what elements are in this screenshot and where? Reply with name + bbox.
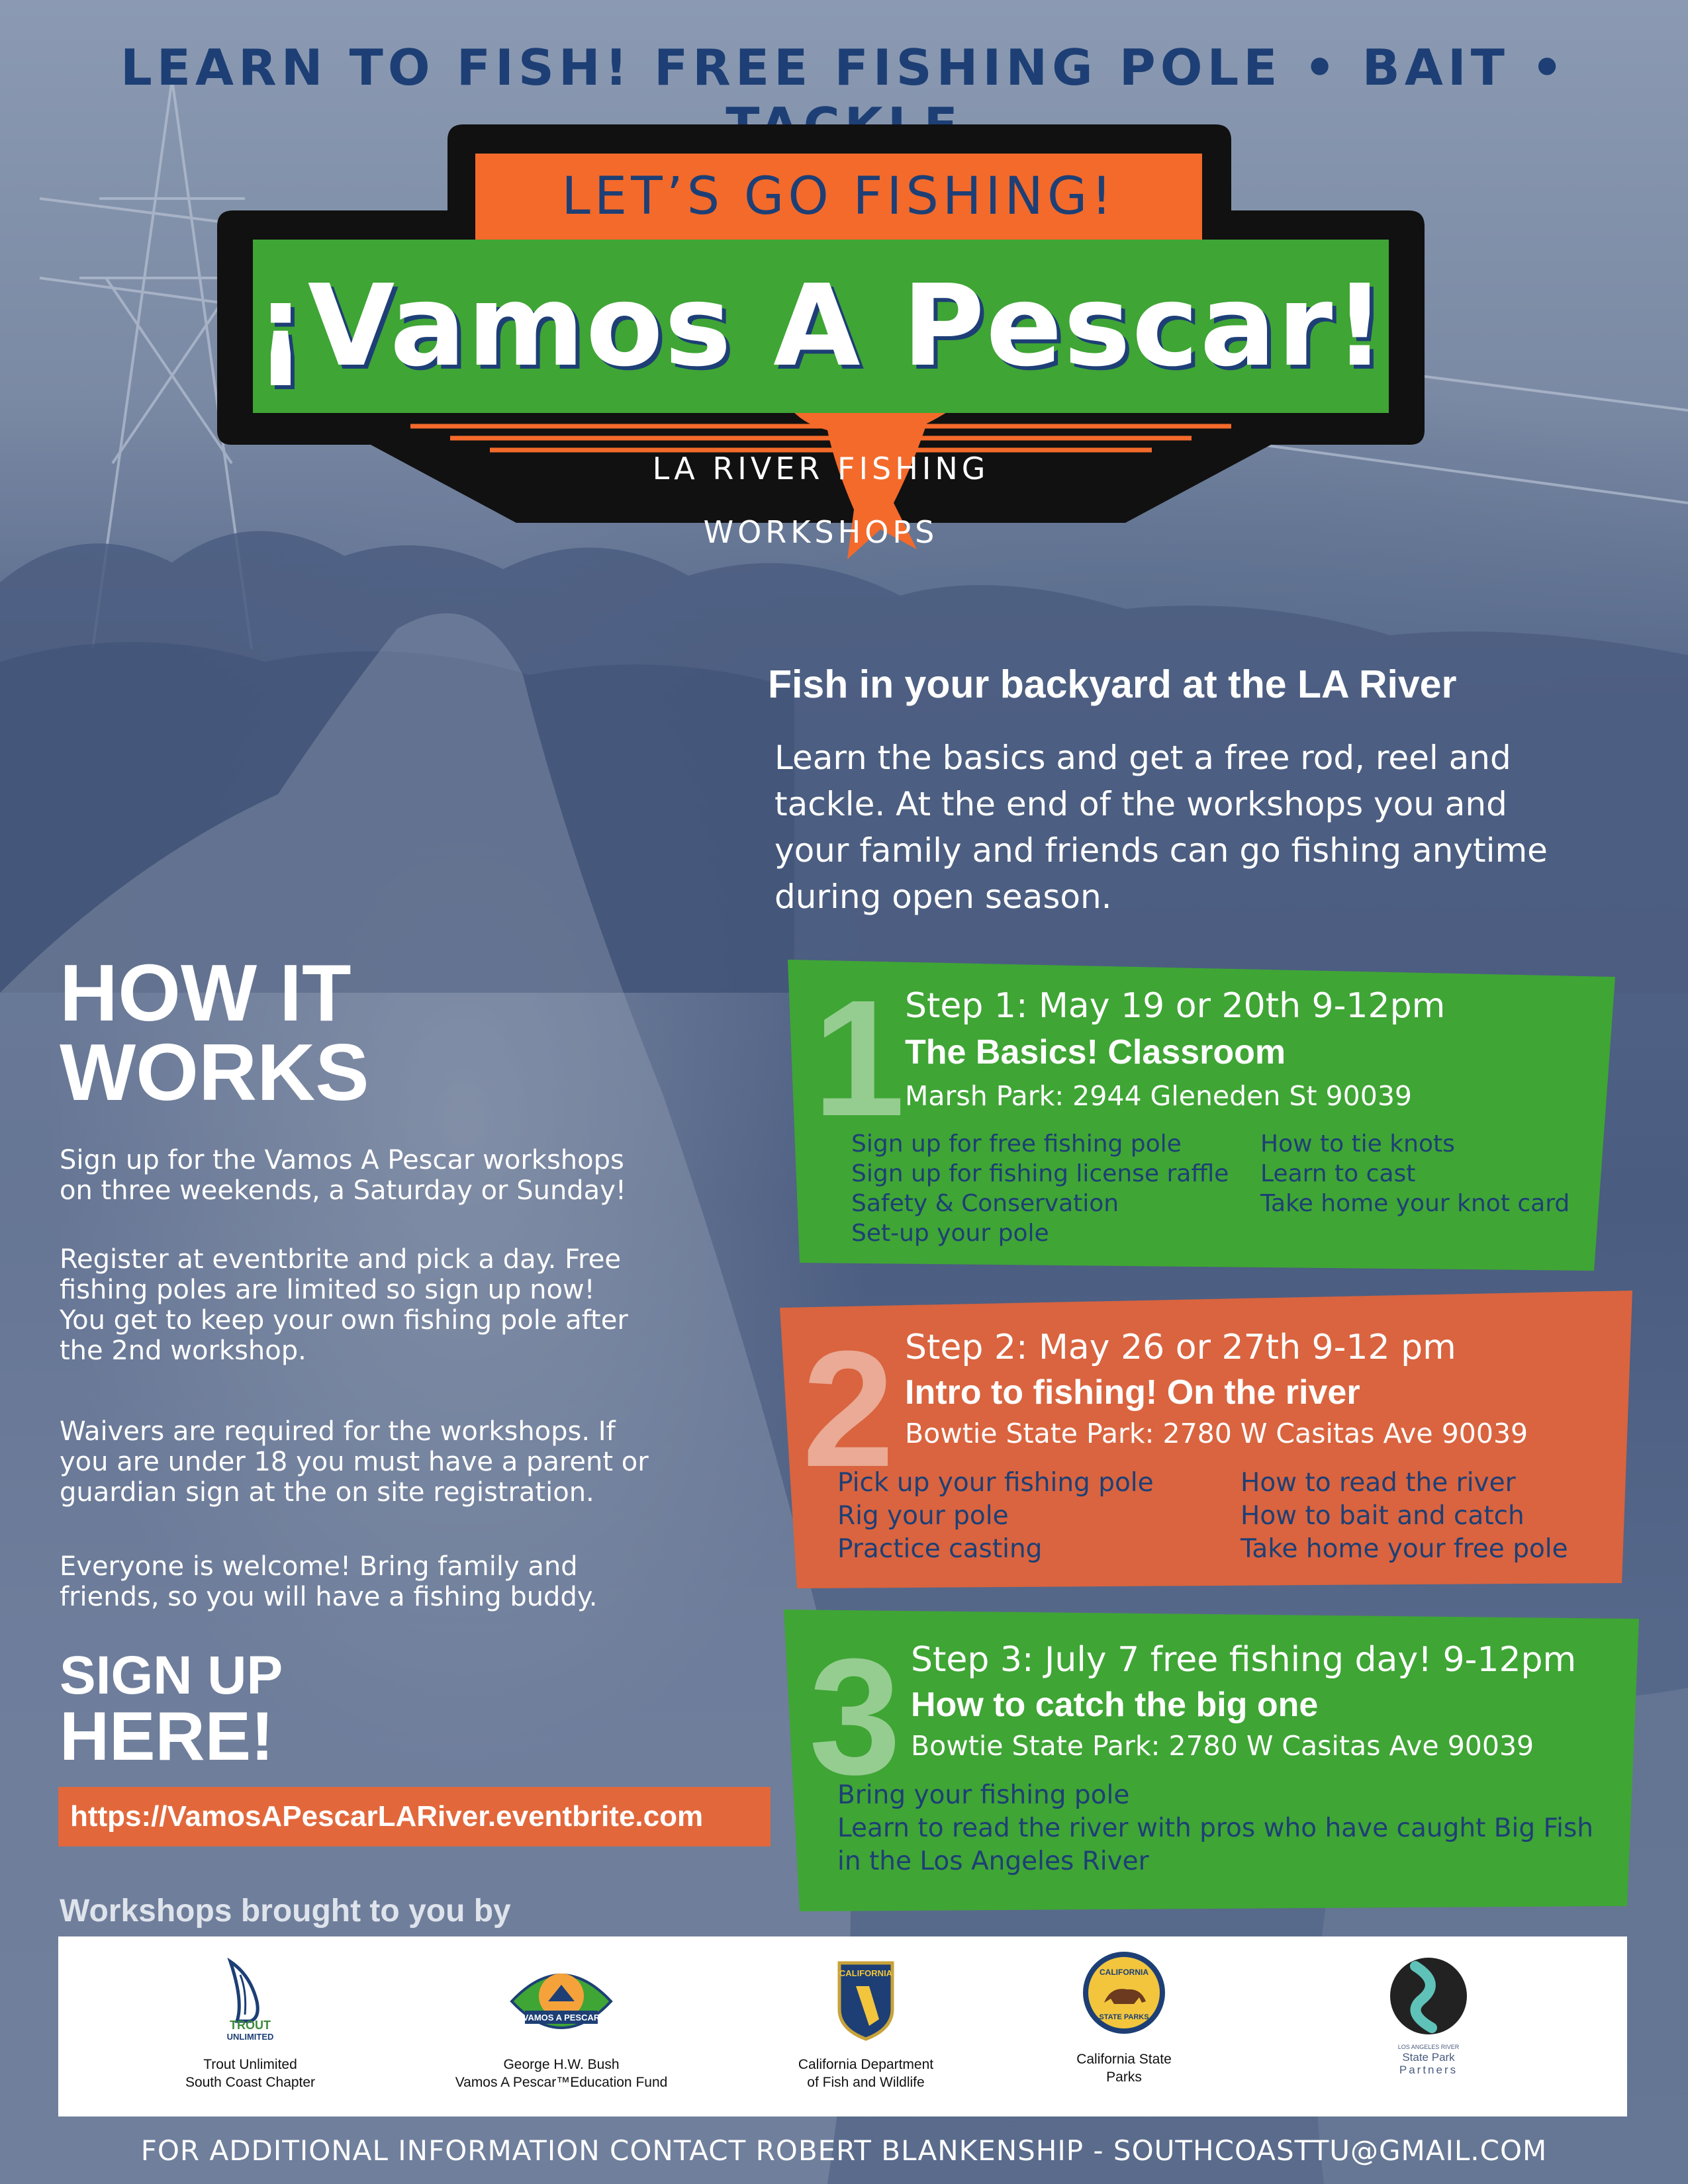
intro-line: tackle. At the end of the workshops you and [774, 785, 1507, 823]
text-line: Everyone is welcome! Bring family and [60, 1551, 578, 1582]
list-item: Bring your fishing pole [837, 1780, 1130, 1810]
text-line: You get to keep your own fishing pole after [60, 1305, 628, 1336]
step-number: 2 [802, 1316, 895, 1501]
svg-text:LOS ANGELES RIVER: LOS ANGELES RIVER [1397, 2044, 1460, 2050]
step-when: Step 2: May 26 or 27th 9-12 pm [905, 1328, 1456, 1367]
text-line: Parks [1106, 2070, 1142, 2085]
sponsor-trout-unlimited [138, 1936, 363, 2116]
list-item: Pick up your fishing pole [837, 1468, 1154, 1498]
list-item: Practice casting [837, 1534, 1043, 1564]
text-line: Waivers are required for the workshops. If [60, 1416, 616, 1447]
step-right-list [1260, 1129, 1570, 1218]
list-item: Safety & Conservation [851, 1190, 1119, 1217]
sign-up-line: HERE! [60, 1698, 274, 1775]
contact-footer: FOR ADDITIONAL INFORMATION CONTACT ROBERT BLANKENSHIP - SOUTHCOASTTU@GMAIL.COM [140, 2134, 1548, 2167]
step-left-list [851, 1129, 1229, 1248]
list-item: Take home your knot card [1260, 1190, 1570, 1217]
text-line: of Fish and Wildlife [807, 2075, 925, 2090]
svg-text:Partners: Partners [1399, 2064, 1458, 2076]
logo-subtitle: LA RIVER FISHING WORKSHOPS [652, 451, 990, 550]
text-line: Register at eventbrite and pick a day. Free [60, 1244, 621, 1275]
text-line: fishing poles are limited so sign up now! [60, 1275, 595, 1305]
eventbrite-link[interactable]: https://VamosAPescarLARiver.eventbrite.com [58, 1787, 771, 1846]
text-line: California Department [798, 2057, 934, 2072]
step-title: Intro to fishing! On the river [905, 1373, 1360, 1412]
cdfw-badge-icon [833, 1956, 899, 2042]
text-line: guardian sign at the on site registration. [60, 1477, 594, 1508]
step-when: Step 1: May 19 or 20th 9-12pm [905, 986, 1446, 1026]
logo-tagline: LET’S GO FISHING! [475, 154, 1202, 240]
list-item: Learn to cast [1260, 1160, 1416, 1187]
svg-text:CALIFORNIA: CALIFORNIA [1100, 1968, 1149, 1977]
step-title: How to catch the big one [911, 1686, 1319, 1724]
la-river-partners-logo-icon [1376, 1956, 1481, 2082]
sponsors-heading: Workshops brought to you by [60, 1893, 511, 1929]
step-where: Bowtie State Park: 2780 W Casitas Ave 90039 [905, 1418, 1528, 1449]
how-title-line: HOW IT [60, 948, 352, 1038]
trout-unlimited-logo-icon [204, 1955, 297, 2041]
list-item: Learn to read the river with pros who have caught Big Fish [837, 1813, 1593, 1843]
list-item: How to read the river [1241, 1468, 1516, 1498]
list-item: in the Los Angeles River [837, 1846, 1149, 1876]
step-where: Marsh Park: 2944 Gleneden St 90039 [905, 1080, 1412, 1112]
svg-text:STATE PARKS: STATE PARKS [1099, 2013, 1149, 2021]
sponsor-name [1025, 2050, 1223, 2086]
how-title-line: WORKS [60, 1027, 369, 1117]
text-line: Trout Unlimited [203, 2057, 297, 2072]
sponsor-name [416, 2056, 707, 2091]
step-number: 3 [809, 1624, 902, 1809]
intro-heading: Fish in your backyard at the LA River [768, 662, 1457, 706]
text-line: Vamos A Pescar™Education Fund [455, 2075, 668, 2090]
sponsor-cdfw [747, 1936, 985, 2116]
intro-line: during open season. [774, 878, 1112, 916]
list-item: How to bait and catch [1241, 1501, 1524, 1531]
svg-text:TROUT: TROUT [230, 2019, 271, 2032]
list-item: Take home your free pole [1241, 1534, 1568, 1564]
list-item: Rig your pole [837, 1501, 1009, 1531]
state-parks-logo-icon [1081, 1950, 1167, 2036]
step-right-list [1241, 1467, 1568, 1566]
sponsor-california-state-parks [1025, 1936, 1223, 2116]
step-when: Step 3: July 7 free fishing day! 9-12pm [911, 1640, 1577, 1680]
text-line: South Coast Chapter [185, 2075, 316, 2090]
sponsor-bar [58, 1936, 1627, 2116]
svg-text:VAMOS A PESCAR: VAMOS A PESCAR [522, 2013, 600, 2023]
list-item: How to tie knots [1260, 1130, 1455, 1158]
sponsor-vamos-a-pescar-fund [416, 1936, 707, 2116]
sponsor-name [138, 2056, 363, 2091]
sign-up-line: SIGN UP [60, 1645, 283, 1706]
vamos-a-pescar-logo-icon [498, 1955, 624, 2048]
intro-line: your family and friends can go fishing anytime [774, 831, 1548, 870]
list-item: Set-up your pole [851, 1220, 1049, 1247]
step-where: Bowtie State Park: 2780 W Casitas Ave 90039 [911, 1730, 1534, 1762]
logo-title: ¡Vamos A Pescar! [253, 240, 1389, 413]
intro-line: Learn the basics and get a free rod, reel and [774, 739, 1511, 777]
svg-text:UNLIMITED: UNLIMITED [226, 2032, 274, 2041]
sponsor-name [747, 2056, 985, 2091]
text-line: you are under 18 you must have a parent or [60, 1447, 649, 1477]
text-line: California State [1076, 2052, 1172, 2067]
text-line: friends, so you will have a fishing buddy. [60, 1582, 598, 1612]
list-item: Sign up for free fishing pole [851, 1130, 1182, 1158]
svg-text:CALIFORNIA: CALIFORNIA [839, 1968, 893, 1978]
text-line: George H.W. Bush [503, 2057, 620, 2072]
svg-text:State Park: State Park [1402, 2051, 1455, 2064]
step-number: 1 [813, 966, 906, 1150]
list-item: Sign up for fishing license raffle [851, 1160, 1229, 1187]
text-line: on three weekends, a Saturday or Sunday! [60, 1175, 626, 1206]
sponsor-la-river-state-park-partners [1323, 1936, 1534, 2116]
top-banner: LEARN TO FISH! FREE FISHING POLE • BAIT • [120, 38, 1568, 97]
step-left-list [837, 1467, 1154, 1566]
text-line: Sign up for the Vamos A Pescar workshops [60, 1145, 624, 1175]
text-line: the 2nd workshop. [60, 1336, 306, 1366]
step-title: The Basics! Classroom [905, 1033, 1286, 1071]
step-left-list [837, 1779, 1593, 1878]
